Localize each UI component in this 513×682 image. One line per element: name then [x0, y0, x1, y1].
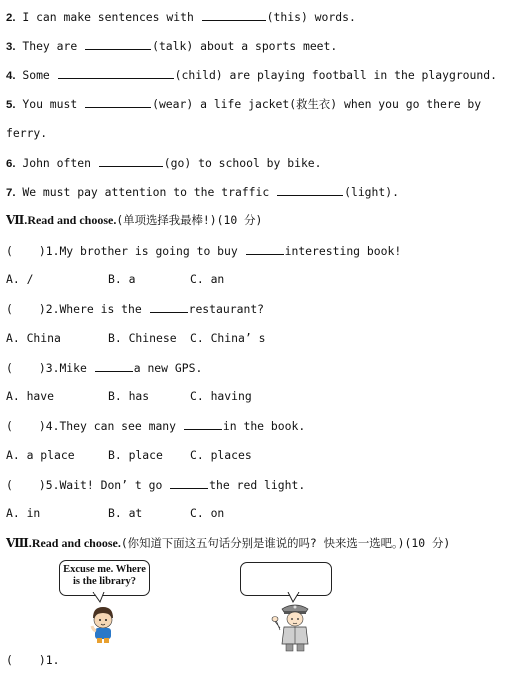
match-item-1: ( )1.	[6, 653, 60, 667]
option-c[interactable]: C. China’ s	[190, 331, 266, 345]
answer-blank[interactable]	[150, 301, 188, 313]
answer-blank[interactable]	[85, 38, 151, 50]
fill-item-7: 7. We must pay attention to the traffic (light).	[6, 185, 399, 199]
choice-question-5: ( )5.Wait! Don’ t go the red light.	[6, 478, 306, 492]
option-a[interactable]: A. a place	[6, 448, 75, 462]
option-c[interactable]: C. having	[190, 389, 252, 403]
fill-item-5: 5. You must (wear) a life jacket(救生衣) when you go there by	[6, 97, 482, 111]
choice-question-4: ( )4.They can see many in the book.	[6, 419, 306, 433]
option-b[interactable]: B. at	[108, 506, 143, 520]
answer-blank[interactable]	[246, 243, 284, 255]
option-a[interactable]: A. /	[6, 272, 34, 286]
option-b[interactable]: B. place	[108, 448, 163, 462]
answer-blank[interactable]	[202, 9, 266, 21]
fill-item-6: 6. John often (go) to school by bike.	[6, 156, 322, 170]
answer-blank[interactable]	[85, 96, 151, 108]
option-b[interactable]: B. a	[108, 272, 136, 286]
option-b[interactable]: B. has	[108, 389, 150, 403]
police-officer-illustration	[270, 600, 320, 652]
answer-blank[interactable]	[170, 477, 208, 489]
option-b[interactable]: B. Chinese	[108, 331, 177, 345]
boy-illustration	[84, 604, 122, 644]
section-8-heading: Ⅷ.Read and choose.(你知道下面这五句话分别是谁说的吗? 快来选一选吧。)(10 分)	[6, 536, 451, 550]
speech-bubble-tail	[92, 592, 106, 604]
choice-question-2: ( )2.Where is the restaurant?	[6, 302, 265, 316]
choice-question-1: ( )1.My brother is going to buy interesting book!	[6, 244, 402, 258]
option-c[interactable]: C. places	[190, 448, 252, 462]
speech-bubble-text: Excuse me. Where is the library?	[63, 564, 146, 587]
section-7-heading: Ⅶ.Read and choose.(单项选择我最棒!)(10 分)	[6, 213, 263, 227]
answer-blank[interactable]	[184, 418, 222, 430]
answer-blank[interactable]	[99, 155, 163, 167]
fill-item-3: 3. They are (talk) about a sports meet.	[6, 39, 338, 53]
answer-blank[interactable]	[58, 67, 174, 79]
answer-blank[interactable]	[95, 360, 133, 372]
answer-blank[interactable]	[277, 184, 343, 196]
empty-speech-bubble	[240, 562, 332, 596]
option-c[interactable]: C. on	[190, 506, 225, 520]
option-a[interactable]: A. have	[6, 389, 55, 403]
option-a[interactable]: A. in	[6, 506, 41, 520]
option-a[interactable]: A. China	[6, 331, 61, 345]
fill-item-4: 4. Some (child) are playing football in the playground.	[6, 68, 497, 82]
fill-item-2: 2. I can make sentences with (this) words.	[6, 10, 356, 24]
option-c[interactable]: C. an	[190, 272, 225, 286]
choice-question-3: ( )3.Mike a new GPS.	[6, 361, 203, 375]
fill-item-5-continued: ferry.	[6, 126, 48, 140]
